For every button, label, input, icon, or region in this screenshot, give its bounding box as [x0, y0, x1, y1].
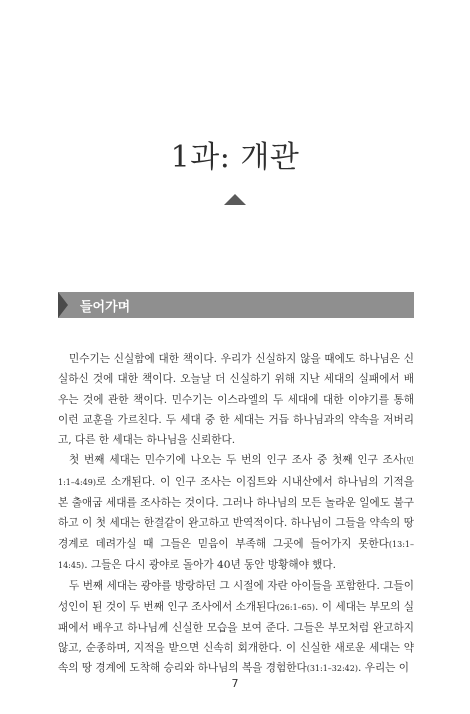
paragraph-text: 두 번째 세대는 광야를 방랑하던 그 시절에 자란 아이들을 포함한다. 그들이 성인이 된 것이 두 번째 인구 조사에서 소개된다	[58, 580, 414, 613]
paragraph	[58, 576, 414, 679]
body-text	[58, 349, 414, 680]
paragraph-text: . 그들은 다시 광야로 돌아가 40년 동안 방황해야 했다.	[84, 558, 337, 571]
paragraph-text: . 우리는 이	[357, 662, 410, 675]
scripture-reference: (26:1–65)	[276, 602, 315, 612]
paragraph-text: 로 소개된다. 이 인구 조사는 이집트와 시내산에서 하나님의 기적을 본 출애굽 세대를 조사하는 것이다. 그러나 하나님의 모든 놀라운 일에도 불구하고 이 첫 세대는 한결같이 완고하고 반역적이다. 하나님이 그들을 약속의 땅 경계로 데려가실 때 그들은 믿음이 부족해 그곳에 들어가지 못한다	[58, 475, 414, 550]
section-heading: 들어가며	[80, 300, 131, 315]
section-notch-icon	[58, 292, 68, 318]
paragraph	[58, 349, 414, 450]
paragraph	[58, 450, 414, 576]
page-number: 7	[231, 677, 239, 690]
triangle-marker-icon	[224, 194, 246, 205]
section-heading-bar	[58, 292, 414, 318]
paragraph-text: 첫 번째 세대는 민수기에 나오는 두 번의 인구 조사 중 첫째 인구 조사	[69, 454, 404, 467]
paragraph-text: . 이 세대는 부모의 실패에서 배우고 하나님께 신실한 모습을 보여 준다. 그들은 부모처럼 완고하지 않고, 순종하며, 지적을 받으면 신속히 회개한다. 이 신실한 새로운 세대는 약속의 땅 경계에 도착해 승리와 하나님의 복을 경험한다	[58, 600, 414, 675]
chapter-title: 1과: 개관	[170, 140, 300, 175]
scripture-reference: (31:1–32:42)	[306, 664, 358, 674]
paragraph-text: 민수기는 신실함에 대한 책이다. 우리가 신실하지 않을 때에도 하나님은 신실하신 것에 대한 책이다. 오늘날 더 신실하기 위해 지난 세대의 실패에서 배우는 것에 관한 책이다. 민수기는 이스라엘의 두 세대에 대한 이야기를 통해 이런 교훈을 가르친다. 두 세대 중 한 세대는 거듭 하나님과의 약속을 저버리고, 다른 한 세대는 하나님을 신뢰한다.	[58, 353, 414, 447]
scripture-reference: (민 1:1–4:49)	[58, 456, 414, 487]
scripture-reference: (13:1–14:45)	[58, 539, 414, 570]
